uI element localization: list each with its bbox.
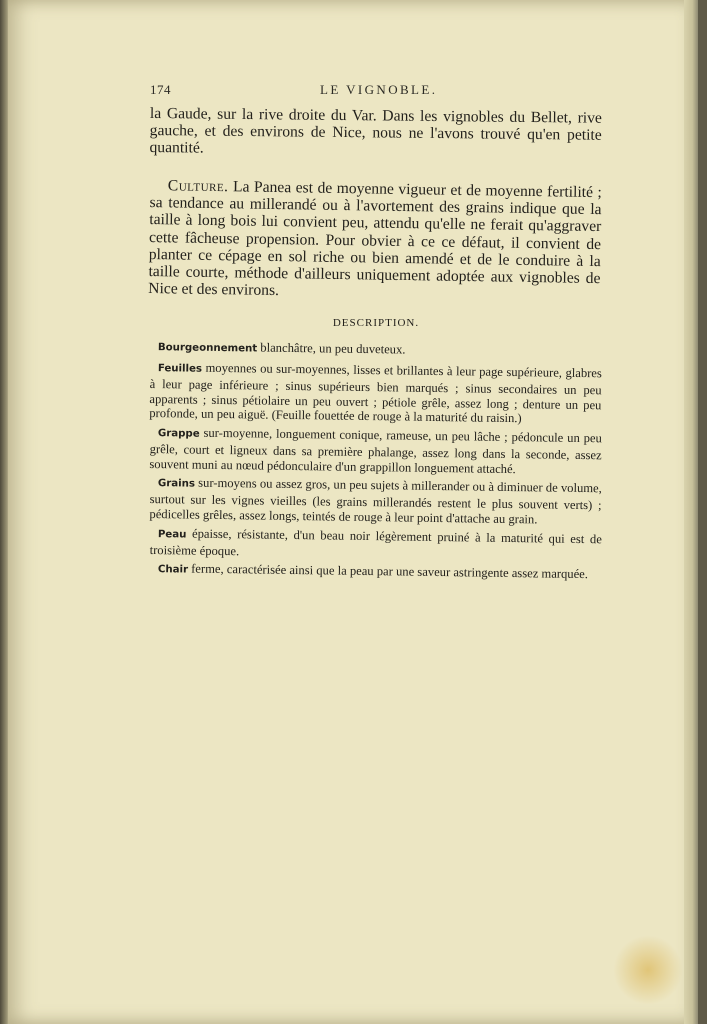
running-head: LE VIGNOBLE. (320, 82, 438, 97)
description-item (149, 425, 602, 478)
description-text: ferme, caractérisée ainsi que la peau par une saveur astringente assez marquée. (187, 561, 589, 582)
intro-paragraph: la Gaude, sur la rive droite du Var. Dans les vignobles du Bellet, rive gauche, et des environs de Nice, nous ne l'avons trouvé qu'en petite quantité. (149, 105, 602, 157)
description-term: Feuilles (157, 362, 203, 375)
description-title: DESCRIPTION. (332, 317, 420, 330)
culture-label: Culture. (167, 176, 229, 195)
description-term: Grappe (157, 428, 200, 440)
culture-text: La Panea est de moyenne vigueur et de moyenne fertilité ; sa tendance au millerandé ou à l'avortement des grains indique que la taille à long bois lui convient peu, attendu qu'elle ne ferait qu'aggraver cette fâcheuse propension. Pour obvier à ce ce défaut, il convient de planter ce cépage en sol riche ou bien amendé et de le conduire à la taille courte, méthode d'ailleurs uniquement adoptée aux vignobles de Nice et des environs. (148, 177, 602, 299)
page-right-edge (684, 0, 698, 1024)
description-term: Chair (157, 564, 189, 576)
description-item (150, 526, 602, 564)
description-text: sur-moyenne, longuement conique, rameuse, un peu lâche ; pédoncule un peu grêle, court et ligneux dans sa première phalange, assez long dans la seconde, assez souvent muni au nœud pédonculaire d'un grappillon longuement attaché. (149, 425, 602, 476)
description-text: moyennes ou sur-moyennes, lisses et brillantes à leur page supérieure, glabres à leur page inférieure ; sinus supérieurs bien marqués ; sinus secondaires un peu apparents ; sinus pétiolaire un peu ouvert ; pétiole grêle, assez long ; denture un peu profonde, un peu aiguë. (Feuille fouettée de rouge à la maturité du raisin.) (149, 360, 602, 426)
description-text: blanchâtre, un peu duveteux. (257, 340, 406, 357)
page-body (150, 105, 602, 582)
description-item (149, 475, 602, 528)
page-number: 174 (150, 82, 171, 97)
page-header (150, 82, 595, 102)
description-item (149, 360, 602, 427)
description-text: épaisse, résistante, d'un beau noir légèrement pruiné à la maturité qui est de troisième époque. (149, 526, 602, 558)
description-text: sur-moyens ou assez gros, un peu sujets à millerander ou à diminuer de volume, surtout sur les vignes vieilles (les grains millerandés restent le plus souvent verts) ; pédicelles grêles, assez longs, teintés de rouge à leur point d'attache au grain. (149, 476, 602, 527)
culture-paragraph (148, 177, 602, 305)
description-item (150, 561, 602, 584)
paper-stain (613, 935, 683, 1005)
description-item (150, 339, 602, 362)
description-term: Bourgeonnement (157, 342, 258, 355)
description-term: Grains (157, 478, 196, 491)
description-term: Peau (157, 528, 187, 541)
